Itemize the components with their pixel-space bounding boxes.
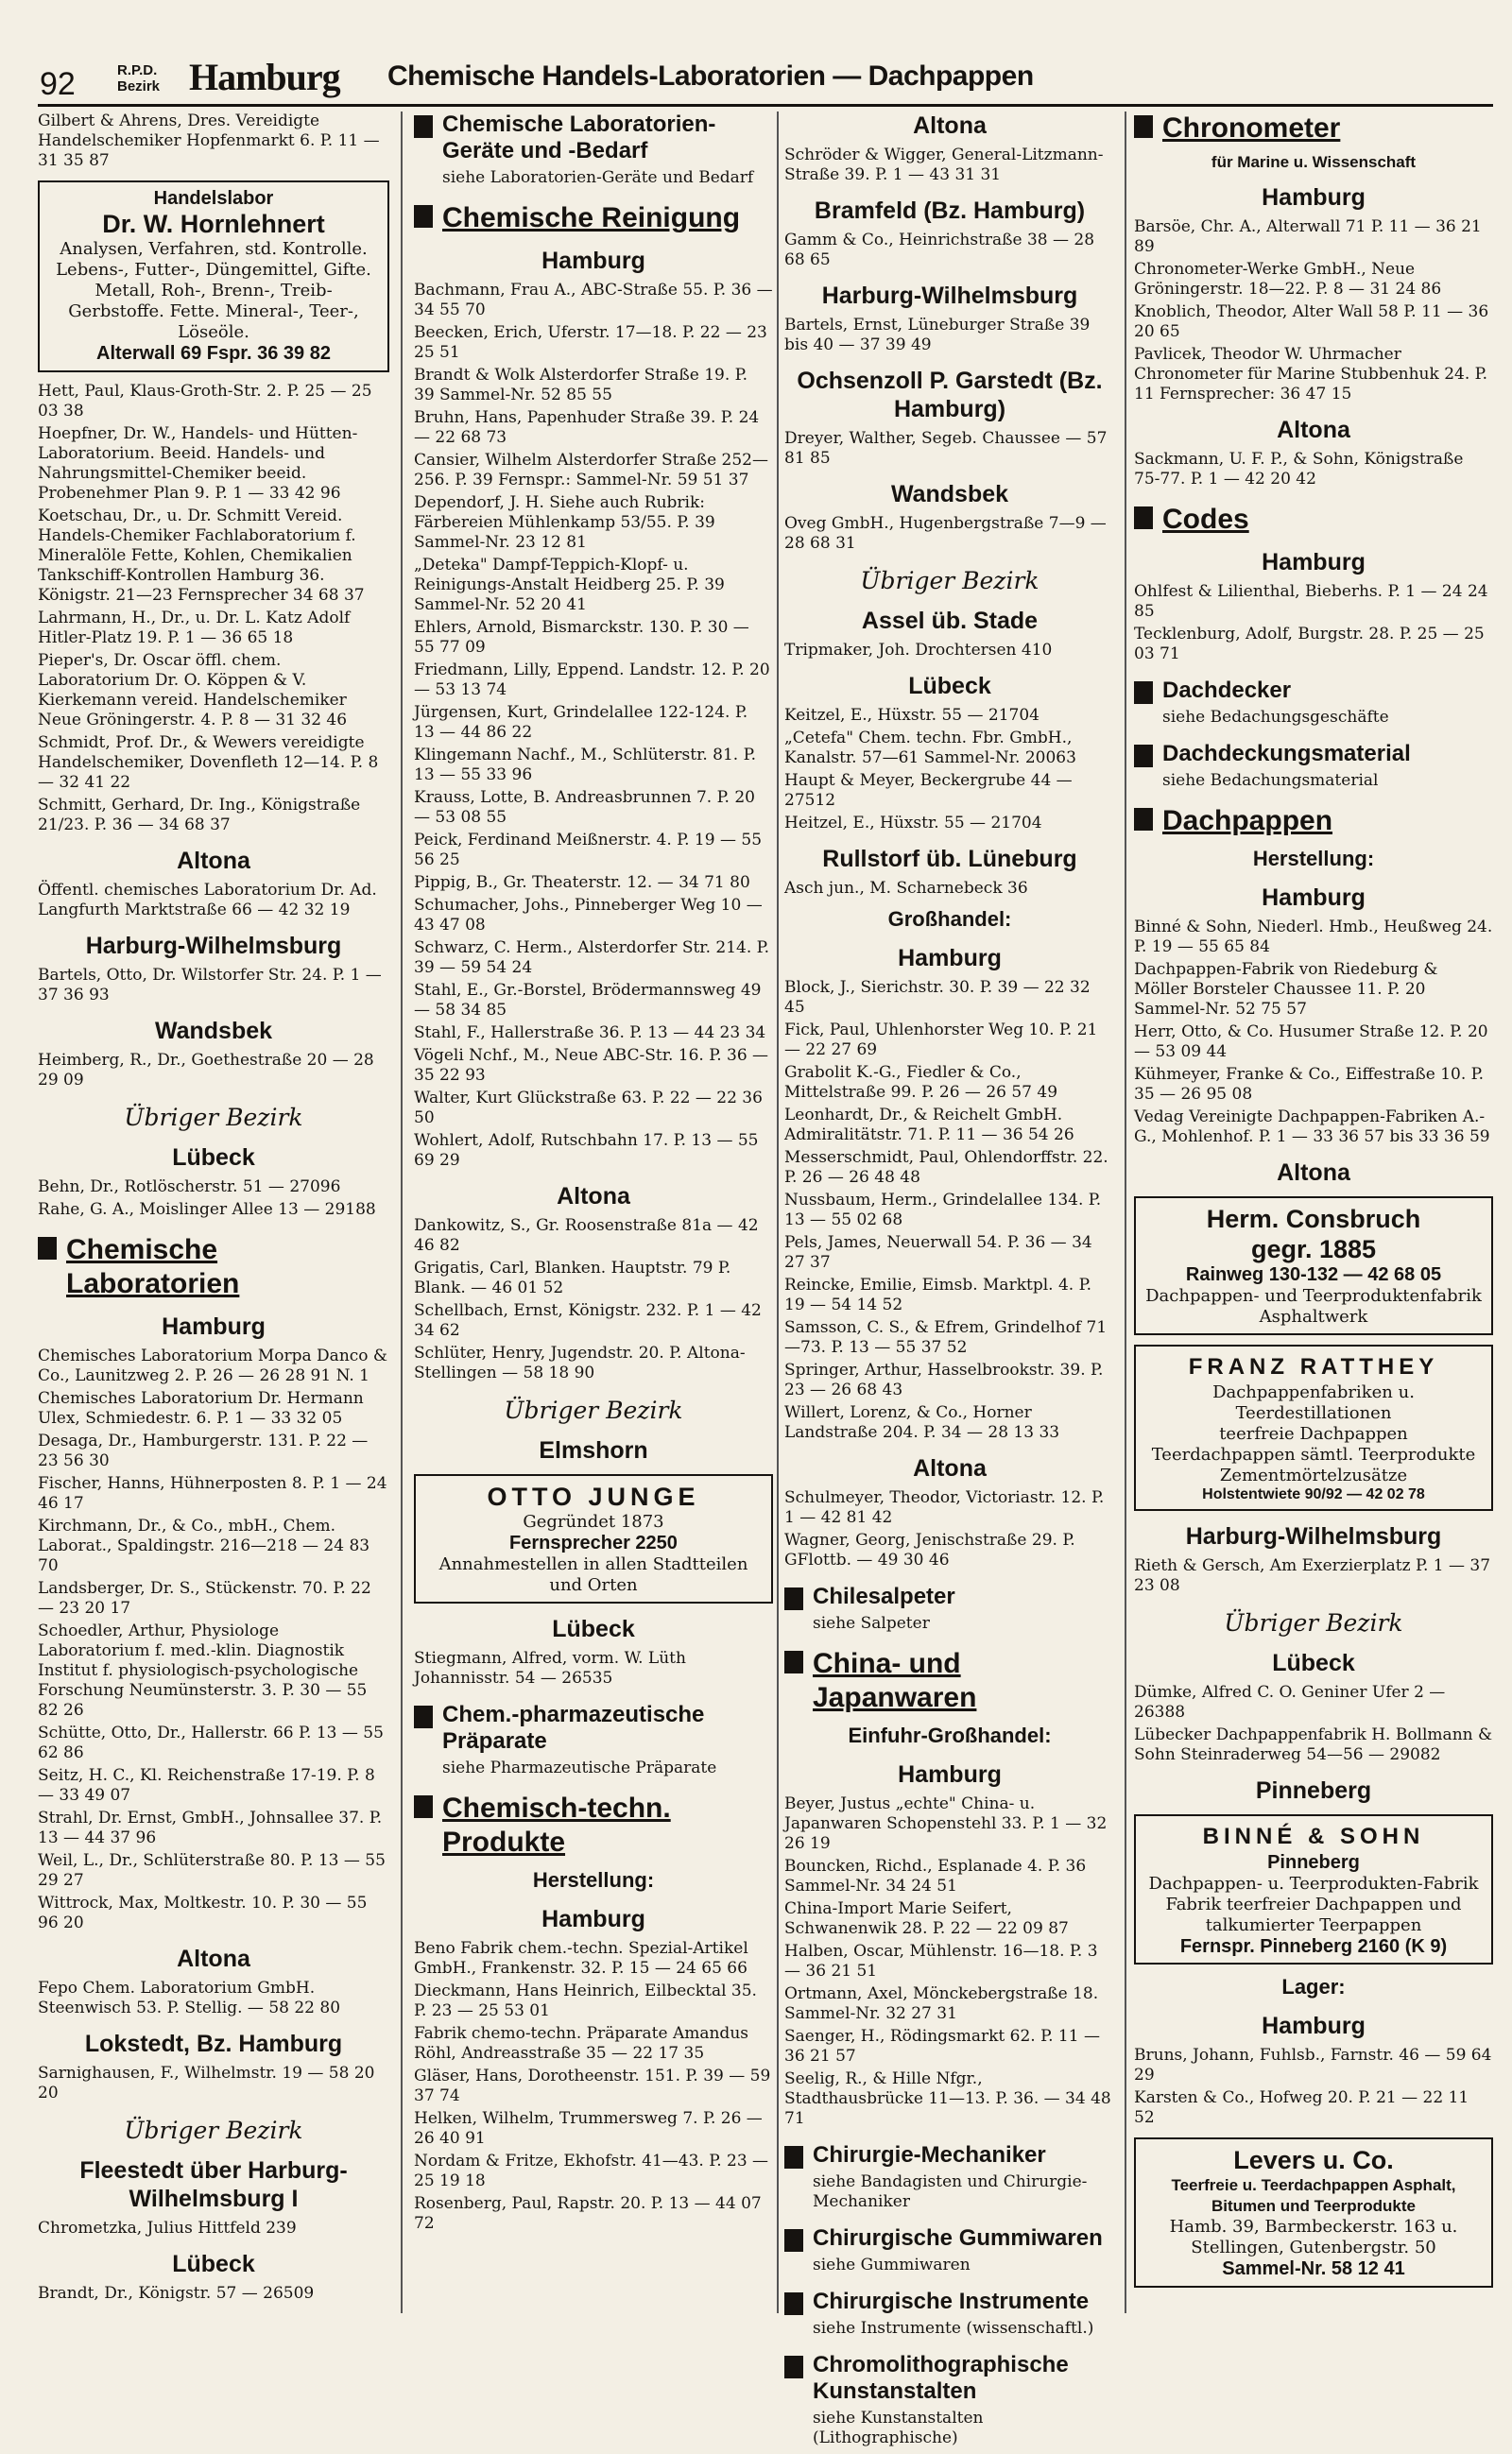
entry: Pieper's, Dr. Oscar öffl. chem. Laboratorium Dr. O. Köppen & V. Kierkemann vereid. Handelschemiker Neue Gröningerstr. 4. P. 8 — 31 32 46 (38, 651, 348, 729)
section-title: Chemisch-techn. Produkte (442, 1793, 671, 1858)
location-heading: Lokstedt, Bz. Hamburg (84, 2031, 343, 2057)
entry: Pels, James, Neuerwall 54. P. 36 — 34 27 37 (784, 1233, 1092, 1272)
ad-levers (1134, 2137, 1493, 2288)
entry: Dieckmann, Hans Heinrich, Eilbecktal 35. P. 23 — 25 53 01 (414, 1982, 757, 2020)
ad-title: Dr. W. Hornlehnert (102, 210, 325, 238)
section-title: Chirurgische Gummiwaren (813, 2225, 1103, 2251)
entry: Beyer, Justus „echte" China- u. Japanwaren Schopenstehl 33. P. 1 — 32 26 19 (784, 1794, 1108, 1853)
entry: Schoedler, Arthur, Physiologe Laboratorium f. med.-klin. Diagnostik Institut f. physiologisch-psychologische Forschung Neumünsterstr. 3. P. 30 — 55 82 26 (38, 1622, 368, 1720)
location-heading: Altona (913, 1455, 987, 1482)
column-rule (1125, 112, 1126, 2313)
entry: Dachpappen-Fabrik von Riedeburg & Möller Borsteler Chaussee 11. P. 20 Sammel-Nr. 52 75 57 (1134, 960, 1438, 1019)
cross-reference: siehe Pharmazeutische Präparate (442, 1759, 717, 1777)
location-heading: Lübeck (552, 1616, 635, 1642)
entry: Nussbaum, Herm., Grindelallee 134. P. 13 — 55 02 68 (784, 1191, 1102, 1229)
column-2 (414, 112, 773, 2237)
section-marker-icon (1134, 115, 1153, 138)
entry: Binné & Sohn, Niederl. Hmb., Heußweg 24. P. 19 — 55 65 84 (1134, 918, 1493, 956)
section-marker-icon (1134, 808, 1153, 831)
section-title: Chemische Laboratorien (66, 1234, 240, 1299)
location-heading: Assel üb. Stade (861, 608, 1039, 634)
entry: Barsöe, Chr. A., Alterwall 71 P. 11 — 36 21 89 (1134, 217, 1482, 256)
entry: Vedag Vereinigte Dachpappen-Fabriken A.-G., Mohlenhof. P. 1 — 33 36 57 bis 33 36 59 (1134, 1107, 1490, 1146)
entry: Gläser, Hans, Dorotheenstr. 151. P. 39 — 59 37 74 (414, 2067, 771, 2105)
entry: Bruhn, Hans, Papenhuder Straße 39. P. 24 — 22 68 73 (414, 408, 760, 447)
cross-reference: siehe Kunstanstalten (Lithographische) (813, 2409, 984, 2447)
ad-otto-junge (414, 1474, 773, 1604)
city-title: Hamburg (189, 56, 340, 98)
entry: Peick, Ferdinand Meißnerstr. 4. P. 19 — 55 56 25 (414, 831, 763, 869)
column-4 (1134, 112, 1493, 2297)
section-title: Chirurgie-Mechaniker (813, 2142, 1046, 2168)
section-marker-icon (1134, 681, 1153, 704)
section-title: Chilesalpeter (813, 1584, 955, 1609)
entry: Messerschmidt, Paul, Ohlendorffstr. 22. P. 26 — 26 48 48 (784, 1148, 1108, 1187)
entry: Herr, Otto, & Co. Husumer Straße 12. P. 20 — 53 09 44 (1134, 1022, 1488, 1061)
section-heading (784, 2142, 1115, 2169)
location-heading: Altona (177, 848, 250, 874)
section-marker-icon (784, 2292, 803, 2315)
section-title: Dachpappen (1162, 805, 1333, 836)
column-1 (38, 112, 389, 2307)
entry: Rahe, G. A., Moislinger Allee 13 — 29188 (38, 1200, 376, 1219)
entry: Hoepfner, Dr. W., Handels- und Hütten-Laboratorium. Beeid. Handels- und Nahrungsmittel-Chemiker beeid. Probenehmer Plan 9. P. 1 — 33 42 96 (38, 424, 358, 503)
location-heading: Hamburg (898, 1761, 1002, 1788)
entry: Bartels, Otto, Dr. Wilstorfer Str. 24. P. 1 — 37 36 93 (38, 966, 382, 1004)
entry: Oveg GmbH., Hugenbergstraße 7—9 — 28 68 31 (784, 514, 1107, 553)
entry: Kühmeyer, Franke & Co., Eiffestraße 10. P. 35 — 26 95 08 (1134, 1065, 1485, 1104)
ad-line: teerfreie Dachpappen Teerdachpappen sämtl. Teerprodukte Zementmörtelzusätze (1151, 1424, 1476, 1485)
ad-phone: Fernsprecher 2250 (509, 1533, 678, 1553)
section-heading (1134, 741, 1493, 767)
ad-line: Dachpappen- u. Teerprodukten-Fabrik Fabrik teerfreier Dachpappen und talkumierter Teerpappen (1148, 1874, 1479, 1935)
entry: Beecken, Erich, Uferstr. 17—18. P. 22 — 23 25 51 (414, 323, 767, 362)
location-heading: Altona (1277, 417, 1350, 443)
section-marker-icon (784, 2229, 803, 2252)
ad-phone: Sammel-Nr. 58 12 41 (1222, 2258, 1405, 2279)
ad-phone: Rainweg 130-132 — 42 68 05 (1185, 1264, 1442, 1285)
cross-reference: siehe Bedachungsgeschäfte (1162, 708, 1389, 727)
section-title: Chemische Reinigung (442, 202, 741, 233)
entry: Leonhardt, Dr., & Reichelt GmbH. Admiralitätstr. 71. P. 11 — 36 54 26 (784, 1106, 1074, 1144)
region-heading: Übriger Bezirk (1224, 1609, 1403, 1637)
section-marker-icon (784, 1651, 803, 1673)
rpd: R.P.D. (117, 62, 158, 78)
subsection-heading: Großhandel: (887, 907, 1012, 931)
page-header (38, 55, 1493, 107)
rpd-label (117, 62, 160, 94)
ad-title: FRANZ RATTHEY (1188, 1354, 1439, 1380)
location-heading: Altona (913, 112, 987, 139)
entry: Desaga, Dr., Hamburgerstr. 131. P. 22 — 23 56 30 (38, 1432, 369, 1470)
entry: Rieth & Gersch, Am Exerzierplatz P. 1 — 37 23 08 (1134, 1556, 1491, 1595)
ad-title: OTTO JUNGE (487, 1483, 700, 1511)
entry: Heimberg, R., Dr., Goethestraße 20 — 28 29 09 (38, 1051, 374, 1090)
entry: Stahl, E., Gr.-Borstel, Brödermannsweg 49 — 58 34 85 (414, 981, 762, 1020)
location-heading: Hamburg (162, 1313, 266, 1340)
entry: Haupt & Meyer, Beckergrube 44 — 27512 (784, 771, 1073, 810)
entry: Wagner, Georg, Jenischstraße 29. P. GFlottb. — 49 30 46 (784, 1531, 1075, 1570)
entry: Halben, Oscar, Mühlenstr. 16—18. P. 3 — 36 21 51 (784, 1942, 1098, 1981)
section-title: Chronometer (1162, 112, 1341, 144)
location-heading: Hamburg (541, 1906, 645, 1932)
location-heading: Lübeck (1272, 1650, 1355, 1676)
section-marker-icon (784, 2356, 803, 2378)
column-rule (777, 112, 779, 2313)
region-heading: Übriger Bezirk (860, 567, 1040, 594)
section-heading (784, 2352, 1115, 2405)
entry: Klingemann Nachf., M., Schlüterstr. 81. P. 13 — 55 33 96 (414, 746, 756, 784)
entry: Nordam & Fritze, Ekhofstr. 41—43. P. 23 — 25 19 18 (414, 2152, 769, 2190)
entry: Brandt, Dr., Königstr. 57 — 26509 (38, 2284, 315, 2303)
ad-line: Gegründet 1873 (523, 1512, 664, 1532)
entry: China-Import Marie Seifert, Schwanenwik 28. P. 22 — 22 09 87 (784, 1899, 1069, 1938)
ad-title: Herm. Consbruch (1206, 1205, 1421, 1233)
section-heading (1134, 503, 1493, 537)
entry: Lübecker Dachpappenfabrik H. Bollmann & Sohn Steinraderweg 54—56 — 29082 (1134, 1725, 1493, 1764)
section-heading (414, 201, 773, 235)
section-title: China- und Japanwaren (813, 1648, 977, 1713)
entry: Grabolit K.-G., Fiedler & Co., Mittelstraße 99. P. 26 — 26 57 49 (784, 1063, 1058, 1102)
running-head: Chemische Handels-Laboratorien — Dachpappen (387, 60, 1034, 92)
entry: Dreyer, Walther, Segeb. Chaussee — 57 81 85 (784, 429, 1108, 468)
location-heading: Harburg-Wilhelmsburg (85, 933, 342, 959)
entry: Schumacher, Johs., Pinneberger Weg 10 — 43 47 08 (414, 896, 763, 935)
entry: Fischer, Hanns, Hühnerposten 8. P. 1 — 24 46 17 (38, 1474, 387, 1513)
section-marker-icon (784, 1587, 803, 1610)
entry: Bachmann, Frau A., ABC-Straße 55. P. 36 — 34 55 70 (414, 281, 773, 319)
ad-title: Levers u. Co. (1233, 2146, 1394, 2174)
location-heading: Wandsbek (154, 1018, 273, 1044)
entry: Asch jun., M. Scharnebeck 36 (784, 879, 1028, 898)
section-heading (1134, 804, 1493, 838)
entry: Kirchmann, Dr., & Co., mbH., Chem. Laborat., Spaldingstr. 216—218 — 24 83 70 (38, 1517, 370, 1575)
entry: Sackmann, U. F. P., & Sohn, Königstraße 75-77. P. 1 — 42 20 42 (1134, 450, 1464, 489)
section-title: Chromolithographische Kunstanstalten (813, 2352, 1069, 2404)
ad-hornlehnert (38, 180, 389, 372)
section-title: Chem.-pharmazeutische Präparate (442, 1702, 705, 1754)
ad-phone: Holstentwiete 90/92 — 42 02 78 (1202, 1486, 1425, 1502)
ad-title: BINNÉ & SOHN (1202, 1824, 1425, 1849)
entry: Block, J., Sierichstr. 30. P. 39 — 22 32 45 (784, 978, 1091, 1017)
entry: Friedmann, Lilly, Eppend. Landstr. 12. P. 20 — 53 13 74 (414, 661, 770, 699)
entry: Beno Fabrik chem.-techn. Spezial-Artikel GmbH., Frankenstr. 32. P. 15 — 24 65 66 (414, 1939, 748, 1978)
section-title: Chirurgische Instrumente (813, 2289, 1090, 2314)
page-number: 92 (40, 66, 76, 102)
location-heading: Hamburg (1262, 549, 1366, 575)
location-heading: Altona (557, 1183, 630, 1210)
ad-line: Handelslabor (153, 188, 274, 209)
entry: Grigatis, Carl, Blanken. Hauptstr. 79 P. Blank. — 46 01 52 (414, 1259, 731, 1297)
section-marker-icon (414, 1706, 433, 1728)
section-heading (38, 1233, 389, 1301)
entry: Schmitt, Gerhard, Dr. Ing., Königstraße 21/23. P. 36 — 34 68 37 (38, 796, 361, 834)
entry: Walter, Kurt Glückstraße 63. P. 22 — 22 36 50 (414, 1089, 763, 1127)
column-rule (401, 112, 403, 2313)
entry: Behn, Dr., Rotlöscherstr. 51 — 27096 (38, 1177, 341, 1196)
entry: Willert, Lorenz, & Co., Horner Landstraße 204. P. 34 — 28 13 33 (784, 1403, 1060, 1442)
entry: Lahrmann, H., Dr., u. Dr. L. Katz Adolf Hitler-Platz 19. P. 1 — 36 65 18 (38, 609, 351, 647)
entry: Pavlicek, Theodor W. Uhrmacher Chronometer für Marine Stubbenhuk 24. P. 11 Fernsprecher: 36 47 15 (1134, 345, 1488, 403)
ad-line: Analysen, Verfahren, std. Kontrolle. Lebens-, Futter-, Düngemittel, Gifte. Metall, Roh-, Brenn-, Treib- Gerbstoffe. Fette. Mineral-, Teer-, Löseöle. (56, 239, 371, 342)
section-heading (1134, 112, 1493, 146)
entry: „Cetefa" Chem. techn. Fbr. GmbH., Kanalstr. 57—61 Sammel-Nr. 20063 (784, 729, 1076, 767)
location-heading: Fleestedt über Harburg-Wilhelmsburg I (79, 2157, 348, 2212)
ad-phone: Alterwall 69 Fspr. 36 39 82 (96, 343, 331, 364)
entry: Schütte, Otto, Dr., Hallerstr. 66 P. 13 — 55 62 86 (38, 1724, 384, 1762)
location-heading: Lübeck (172, 2251, 255, 2277)
entry: Reincke, Emilie, Eimsb. Marktpl. 4. P. 19 — 54 14 52 (784, 1276, 1091, 1314)
location-heading: Rullstorf üb. Lüneburg (822, 846, 1077, 872)
entry: Schulmeyer, Theodor, Victoriastr. 12. P. 1 — 42 81 42 (784, 1488, 1105, 1527)
section-heading (784, 2289, 1115, 2315)
cross-reference: siehe Laboratorien-Geräte und Bedarf (442, 168, 754, 187)
entry: Helken, Wilhelm, Trummersweg 7. P. 26 — 26 40 91 (414, 2109, 763, 2148)
section-marker-icon (414, 205, 433, 228)
entry: Fick, Paul, Uhlenhorster Weg 10. P. 21 — 22 27 69 (784, 1021, 1098, 1059)
section-heading (1134, 678, 1493, 704)
entry: Ortmann, Axel, Mönckebergstraße 18. Sammel-Nr. 32 27 31 (784, 1984, 1099, 2023)
location-heading: Lübeck (172, 1144, 255, 1171)
section-title: Chemische Laboratorien-Geräte und -Bedarf (442, 112, 716, 163)
entry: Karsten & Co., Hofweg 20. P. 21 — 22 11 52 (1134, 2088, 1469, 2127)
entry: Öffentl. chemisches Laboratorium Dr. Ad. Langfurth Marktstraße 66 — 42 32 19 (38, 881, 377, 919)
entry: Chemisches Laboratorium Dr. Hermann Ulex, Schmiedestr. 6. P. 1 — 33 32 05 (38, 1389, 364, 1428)
cross-reference: siehe Bandagisten und Chirurgie-Mechaniker (813, 2172, 1088, 2211)
ad-line: Hamb. 39, Barmbeckerstr. 163 u. Stellingen, Gutenbergstr. 50 (1169, 2217, 1458, 2257)
column-3 (784, 112, 1115, 2454)
entry: Springer, Arthur, Hasselbrookstr. 39. P. 23 — 26 68 43 (784, 1361, 1104, 1399)
entry: Schmidt, Prof. Dr., & Wewers vereidigte Handelschemiker, Dovenfleth 12—14. P. 8 — 32 41 22 (38, 733, 379, 792)
entry: Schlüter, Henry, Jugendstr. 20. P. Altona-Stellingen — 58 18 90 (414, 1344, 746, 1382)
location-heading: Elmshorn (539, 1437, 648, 1464)
section-title: Dachdeckungsmaterial (1162, 741, 1411, 766)
entry: Saenger, H., Rödingsmarkt 62. P. 11 — 36 21 57 (784, 2027, 1100, 2066)
location-heading: Altona (177, 1946, 250, 1972)
entry: Hett, Paul, Klaus-Groth-Str. 2. P. 25 — 25 03 38 (38, 382, 372, 420)
entry: Koetschau, Dr., u. Dr. Schmitt Vereid. Handels-Chemiker Fachlaboratorium f. Mineralöle Fette, Kohlen, Chemikalien Tankschiff-Kontrollen Hamburg 36. Königstr. 21—23 Fernsprecher 34 68 37 (38, 506, 365, 605)
cross-reference: siehe Bedachungsmaterial (1162, 771, 1379, 790)
section-heading (784, 2225, 1115, 2252)
subsection-heading: Lager: (1281, 1975, 1346, 1999)
ad-founded: gegr. 1885 (1250, 1235, 1377, 1263)
entry: Seelig, R., & Hille Nfgr., Stadthausbrücke 11—13. P. 36. — 34 48 71 (784, 2069, 1111, 2128)
entry: Sarnighausen, F., Wilhelmstr. 19 — 58 20 20 (38, 2064, 375, 2102)
location-heading: Harburg-Wilhelmsburg (1185, 1523, 1442, 1550)
location-heading: Pinneberg (1255, 1777, 1372, 1804)
entry: Tecklenburg, Adolf, Burgstr. 28. P. 25 — 25 03 71 (1134, 625, 1485, 663)
entry: Pippig, B., Gr. Theaterstr. 12. — 34 71 80 (414, 873, 750, 892)
region-heading: Übriger Bezirk (504, 1397, 683, 1424)
bezirk: Bezirk (117, 78, 161, 94)
location-heading: Altona (1277, 1159, 1350, 1186)
entry: Krauss, Lotte, B. Andreasbrunnen 7. P. 20 — 53 08 55 (414, 788, 756, 827)
entry: Samsson, C. S., & Efrem, Grindelhof 71—73. P. 13 — 55 37 52 (784, 1318, 1108, 1357)
location-heading: Hamburg (1262, 884, 1366, 911)
entry: Cansier, Wilhelm Alsterdorfer Straße 252—256. P. 39 Fernspr.: Sammel-Nr. 59 51 37 (414, 451, 768, 489)
entry: Bruns, Johann, Fuhlsb., Farnstr. 46 — 59 64 29 (1134, 2046, 1492, 2085)
entry: Chronometer-Werke GmbH., Neue Gröningerstr. 18—22. P. 8 — 31 24 86 (1134, 260, 1442, 299)
entry: Dependorf, J. H. Siehe auch Rubrik: Färbereien Mühlenkamp 53/55. P. 39 Sammel-Nr. 23 12 81 (414, 493, 715, 552)
location-heading: Hamburg (1262, 2013, 1366, 2039)
section-marker-icon (784, 2146, 803, 2169)
entry: Brandt & Wolk Alsterdorfer Straße 19. P. 39 Sammel-Nr. 52 85 55 (414, 366, 748, 404)
region-heading: Übriger Bezirk (124, 1104, 303, 1131)
entry: Stiegmann, Alfred, vorm. W. Lüth Johannisstr. 54 — 26535 (414, 1649, 686, 1688)
section-title: Codes (1162, 504, 1249, 535)
location-heading: Hamburg (1262, 184, 1366, 211)
section-heading (414, 1702, 773, 1755)
ad-line: Pinneberg (1267, 1852, 1360, 1873)
subsection-heading: für Marine u. Wissenschaft (1211, 153, 1417, 171)
location-heading: Hamburg (541, 248, 645, 274)
ad-phone: Fernspr. Pinneberg 2160 (K 9) (1179, 1936, 1448, 1957)
entry: Schwarz, C. Herm., Alsterdorfer Str. 214. P. 39 — 59 54 24 (414, 938, 770, 977)
subsection-heading: Herstellung: (1252, 847, 1375, 870)
entry: Gilbert & Ahrens, Dres. Vereidigte Handelschemiker Hopfenmarkt 6. P. 11 — 31 35 87 (38, 112, 380, 170)
section-heading (784, 1647, 1115, 1715)
ad-consbruch (1134, 1196, 1493, 1335)
entry: Gamm & Co., Heinrichstraße 38 — 28 68 65 (784, 231, 1095, 269)
cross-reference: siehe Instrumente (wissenschaftl.) (813, 2319, 1094, 2338)
entry: Ehlers, Arnold, Bismarckstr. 130. P. 30 — 55 77 09 (414, 618, 749, 657)
entry: Bouncken, Richd., Esplanade 4. P. 36 Sammel-Nr. 34 24 51 (784, 1857, 1087, 1896)
ad-line: Dachpappenfabriken u. Teerdestillationen (1212, 1382, 1415, 1423)
subsection-heading: Einfuhr-Großhandel: (848, 1724, 1052, 1747)
entry: Seitz, H. C., Kl. Reichenstraße 17-19. P. 8 — 33 49 07 (38, 1766, 375, 1805)
ad-binne-sohn (1134, 1814, 1493, 1965)
location-heading: Wandsbek (890, 481, 1009, 507)
location-heading: Hamburg (898, 945, 1002, 971)
entry: Chemisches Laboratorium Morpa Danco & Co., Launitzweg 2. P. 26 — 26 28 91 N. 1 (38, 1347, 388, 1385)
cross-reference: siehe Salpeter (813, 1614, 930, 1633)
ad-ratthey (1134, 1345, 1493, 1511)
entry: Fepo Chem. Laboratorium GmbH. Steenwisch 53. P. Stellig. — 58 22 80 (38, 1979, 341, 2017)
entry: Dankowitz, S., Gr. Roosenstraße 81a — 42 46 82 (414, 1216, 759, 1255)
location-heading: Harburg-Wilhelmsburg (821, 283, 1078, 309)
location-heading: Ochsenzoll P. Garstedt (Bz. Hamburg) (797, 368, 1103, 422)
entry: Keitzel, E., Hüxstr. 55 — 21704 (784, 706, 1040, 725)
ad-line: Annahmestellen in allen Stadtteilen und Orten (438, 1554, 748, 1595)
section-marker-icon (1134, 745, 1153, 767)
section-marker-icon (38, 1237, 57, 1260)
cross-reference: siehe Gummiwaren (813, 2256, 971, 2274)
entry: Schellbach, Ernst, Königstr. 232. P. 1 — 42 34 62 (414, 1301, 762, 1340)
ad-line: Dachpappen- und Teerproduktenfabrik Asphaltwerk (1145, 1286, 1482, 1327)
entry: Wittrock, Max, Moltkestr. 10. P. 30 — 55 96 20 (38, 1894, 368, 1932)
entry: Weil, L., Dr., Schlüterstraße 80. P. 13 — 55 29 27 (38, 1851, 386, 1890)
region-heading: Übriger Bezirk (124, 2117, 303, 2144)
entry: Wohlert, Adolf, Rutschbahn 17. P. 13 — 55 69 29 (414, 1131, 759, 1170)
entry: Stahl, F., Hallerstraße 36. P. 13 — 44 23 34 (414, 1023, 766, 1042)
entry: Heitzel, E., Hüxstr. 55 — 21704 (784, 814, 1042, 832)
entry: Schröder & Wigger, General-Litzmann-Straße 39. P. 1 — 43 31 31 (784, 146, 1104, 184)
entry: Ohlfest & Lilienthal, Bieberhs. P. 1 — 24 24 85 (1134, 582, 1488, 621)
section-heading (414, 112, 773, 164)
section-marker-icon (414, 1795, 433, 1818)
entry: Tripmaker, Joh. Drochtersen 410 (784, 641, 1053, 660)
entry: Landsberger, Dr. S., Stückenstr. 70. P. 22 — 23 20 17 (38, 1579, 371, 1618)
entry: Rosenberg, Paul, Rapstr. 20. P. 13 — 44 07 72 (414, 2194, 762, 2233)
directory-page (38, 0, 1493, 2447)
entry: Chrometzka, Julius Hittfeld 239 (38, 2219, 297, 2238)
entry: Fabrik chemo-techn. Präparate Amandus Röhl, Andreasstraße 35 — 22 17 35 (414, 2024, 748, 2063)
location-heading: Bramfeld (Bz. Hamburg) (814, 197, 1086, 224)
section-title: Dachdecker (1162, 678, 1292, 703)
section-marker-icon (414, 115, 433, 138)
entry: Bartels, Ernst, Lüneburger Straße 39 bis 40 — 37 39 49 (784, 316, 1091, 354)
location-heading: Lübeck (908, 673, 991, 699)
entry: Vögeli Nchf., M., Neue ABC-Str. 16. P. 36 — 35 22 93 (414, 1046, 769, 1085)
entry: Strahl, Dr. Ernst, GmbH., Johnsallee 37. P. 13 — 44 37 96 (38, 1809, 383, 1847)
section-heading (784, 1584, 1115, 1610)
entry: Dümke, Alfred C. O. Geniner Ufer 2 — 26388 (1134, 1683, 1446, 1722)
ad-line: Teerfreie u. Teerdachpappen Asphalt, Bitumen und Teerprodukte (1171, 2176, 1456, 2215)
entry: Jürgensen, Kurt, Grindelallee 122-124. P. 13 — 44 86 22 (414, 703, 748, 742)
entry: Knoblich, Theodor, Alter Wall 58 P. 11 — 36 20 65 (1134, 302, 1489, 341)
subsection-heading: Herstellung: (532, 1868, 655, 1892)
section-marker-icon (1134, 506, 1153, 529)
section-heading (414, 1792, 773, 1860)
entry: „Deteka" Dampf-Teppich-Klopf- u. Reinigungs-Anstalt Heidberg 25. P. 39 Sammel-Nr. 52 20 41 (414, 556, 725, 614)
